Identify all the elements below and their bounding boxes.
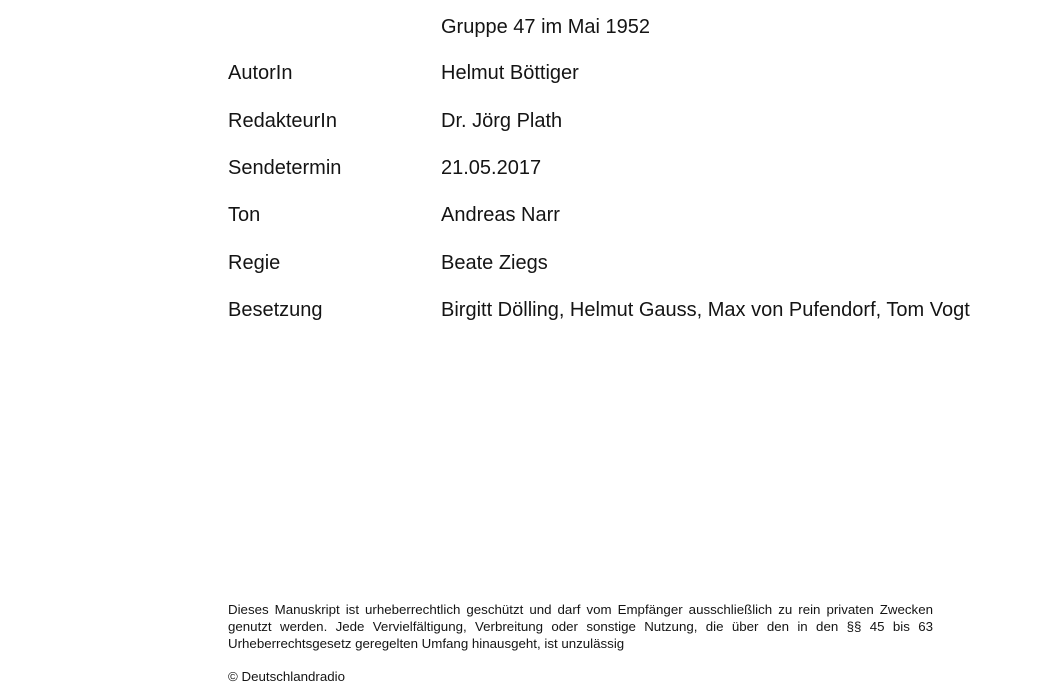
meta-value: Birgitt Dölling, Helmut Gauss, Max von Pufendorf, Tom Vogt bbox=[441, 299, 970, 321]
meta-label: RedakteurIn bbox=[228, 110, 337, 132]
meta-label: Sendetermin bbox=[228, 157, 342, 179]
meta-label: AutorIn bbox=[228, 62, 293, 84]
meta-label: Regie bbox=[228, 252, 281, 274]
copyright-notice: Dieses Manuskript ist urheberrechtlich geschützt und darf vom Empfänger ausschließlich zu rein privaten Zwecken genutzt werden. Jede Vervielfältigung, Verbreitung oder sonstige Nutzung, die über den in den §§ 45 bis 63 Urheberrechtsgesetz geregelten Umfang hinausgeht, ist unzulässig bbox=[228, 602, 933, 651]
meta-value: Helmut Böttiger bbox=[441, 62, 579, 84]
meta-value: 21.05.2017 bbox=[441, 157, 542, 179]
meta-label: Ton bbox=[228, 204, 261, 226]
copyright-line: © Deutschlandradio bbox=[228, 669, 345, 684]
meta-value: Andreas Narr bbox=[441, 204, 560, 226]
meta-value: Dr. Jörg Plath bbox=[441, 110, 563, 132]
document-subtitle: Gruppe 47 im Mai 1952 bbox=[441, 16, 651, 38]
meta-value: Beate Ziegs bbox=[441, 252, 548, 274]
meta-label: Besetzung bbox=[228, 299, 323, 321]
